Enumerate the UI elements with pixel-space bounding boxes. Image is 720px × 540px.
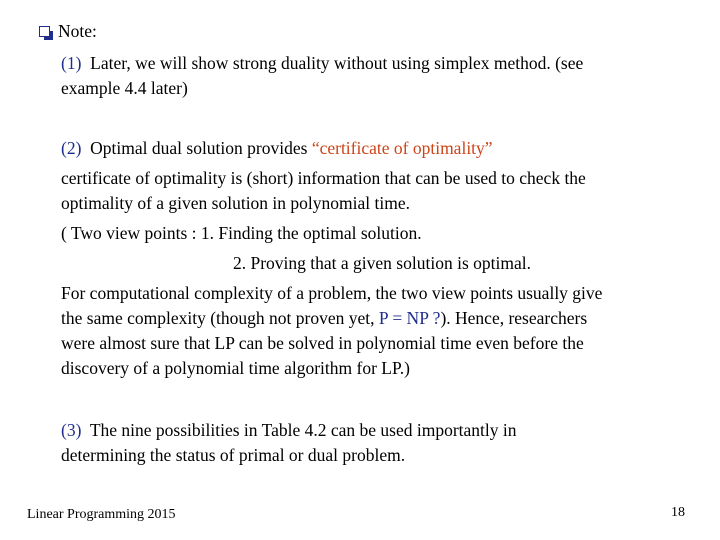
complexity-line2 [61,306,587,331]
complexity-line4: discovery of a polynomial time algorithm for LP.) [61,358,410,378]
complexity-line3: were almost sure that LP can be solved in polynomial time even before the [61,333,584,353]
footer-course: Linear Programming 2015 [27,507,176,522]
p-np-highlight: P = NP ? [378,308,441,328]
viewpoints-line2: 2. Proving that a given solution is optimal. [233,253,531,273]
definition-line2: optimality of a given solution in polynomial time. [61,193,410,213]
item1-line2: example 4.4 later) [61,78,188,98]
item3-number: (3) [61,420,82,440]
item1-line1 [61,51,583,76]
complexity-line2-post: ). Hence, researchers [440,308,588,328]
viewpoints-line1: ( Two view points : 1. Finding the optimal solution. [61,223,422,243]
item1-text: Later, we will show strong duality without using simplex method. (see [90,53,584,73]
complexity-line1: For computational complexity of a problem, the two view points usually give [61,283,603,303]
item3-line1 [61,418,516,443]
item2-number: (2) [61,138,82,158]
square-bullet-icon [39,26,50,37]
item1-number: (1) [61,53,82,73]
note-label: Note: [58,21,97,41]
item3-text: The nine possibilities in Table 4.2 can be used importantly in [89,420,517,440]
item2-line1 [61,136,493,161]
page-number: 18 [671,505,685,520]
complexity-line2-pre: the same complexity (though not proven yet, [61,308,375,328]
certificate-highlight: “certificate of optimality” [311,138,493,158]
item2-lead: Optimal dual solution provides [90,138,308,158]
item3-line2: determining the status of primal or dual problem. [61,445,406,465]
definition-line1: certificate of optimality is (short) information that can be used to check the [61,168,586,188]
